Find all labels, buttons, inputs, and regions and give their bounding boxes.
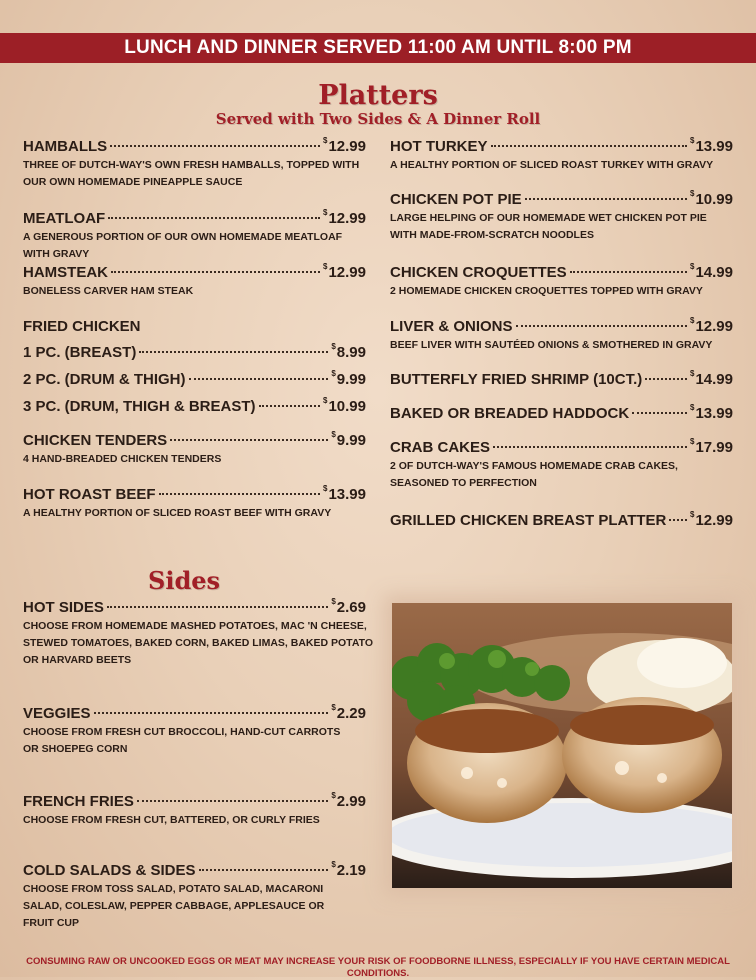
item-name: 3 PC. (DRUM, THIGH & BREAST) <box>23 398 256 415</box>
leader-dots <box>108 217 320 219</box>
leader-dots <box>491 145 688 147</box>
item-description: A GENEROUS PORTION OF OUR OWN HOMEMADE MEATLOAF WITH GRAVY <box>23 231 343 260</box>
item-description: BEEF LIVER WITH SAUTÉED ONIONS & SMOTHERED IN GRAVY <box>390 339 713 351</box>
item-price: $8.99 <box>331 342 366 361</box>
item-description: A HEALTHY PORTION OF SLICED ROAST TURKEY WITH GRAVY <box>390 159 714 171</box>
leader-dots <box>525 198 687 200</box>
disclaimer: CONSUMING RAW OR UNCOOKED EGGS OR MEAT MAY INCREASE YOUR RISK OF FOODBORNE ILLNESS, ESPECIALLY IF YOU HAVE CERTAIN MEDICAL CONDITIONS. <box>26 956 730 979</box>
item-price: $2.69 <box>331 597 366 616</box>
leader-dots <box>111 271 320 273</box>
item-description: A HEALTHY PORTION OF SLICED ROAST BEEF WITH GRAVY <box>23 507 332 519</box>
item-name: LIVER & ONIONS <box>390 318 513 335</box>
item-name: HOT TURKEY <box>390 138 488 155</box>
item-price: $14.99 <box>690 262 733 281</box>
leader-dots <box>632 412 687 414</box>
item-description: LARGE HELPING OF OUR HOMEMADE WET CHICKEN POT PIE WITH MADE-FROM-SCRATCH NOODLES <box>390 212 707 241</box>
leader-dots <box>199 869 329 871</box>
leader-dots <box>516 325 687 327</box>
menu-item-veggies <box>23 704 366 758</box>
item-name: FRENCH FRIES <box>23 793 134 810</box>
item-name: CRAB CAKES <box>390 439 491 456</box>
menu-item-meatloaf <box>23 209 366 263</box>
leader-dots <box>110 145 320 147</box>
item-name: HOT SIDES <box>23 599 104 616</box>
item-price: $13.99 <box>690 136 733 155</box>
menu-item-fried-chicken-1pc <box>23 343 366 362</box>
leader-dots <box>139 351 328 353</box>
menu-item-hamsteak <box>23 263 366 300</box>
item-name: CHICKEN CROQUETTES <box>390 264 567 281</box>
menu-item-french-fries <box>23 792 366 829</box>
menu-item-chicken-pot-pie <box>390 190 733 244</box>
item-description: CHOOSE FROM FRESH CUT, BATTERED, OR CURLY FRIES <box>23 814 320 826</box>
item-name: HOT ROAST BEEF <box>23 486 156 503</box>
leader-dots <box>94 712 329 714</box>
leader-dots <box>645 378 687 380</box>
menu-item-hot-sides <box>23 597 374 669</box>
item-name: VEGGIES <box>23 705 91 722</box>
item-name: BUTTERFLY FRIED SHRIMP (10CT.) <box>390 371 643 388</box>
item-price: $17.99 <box>690 437 733 456</box>
menu-item-haddock <box>390 404 733 423</box>
menu-item-chicken-croquettes <box>390 263 733 300</box>
item-description: CHOOSE FROM FRESH CUT BROCCOLI, HAND-CUT CARROTS OR SHOEPEG CORN <box>23 726 341 755</box>
item-price: $10.99 <box>690 189 733 208</box>
crab-cakes-illustration <box>392 603 732 888</box>
item-description: BONELESS CARVER HAM STEAK <box>23 285 194 297</box>
item-description: 4 HAND-BREADED CHICKEN TENDERS <box>23 453 222 465</box>
menu-item-chicken-tenders <box>23 431 366 468</box>
menu-item-fried-chicken-3pc <box>23 397 366 416</box>
item-price: $12.99 <box>323 208 366 227</box>
item-price: $12.99 <box>690 510 733 529</box>
sides-heading: Sides <box>148 566 221 595</box>
item-description: THREE OF DUTCH-WAY'S OWN FRESH HAMBALLS, TOPPED WITH OUR OWN HOMEMADE PINEAPPLE SAUCE <box>23 159 360 188</box>
menu-item-grilled-chicken-platter <box>390 511 733 530</box>
leader-dots <box>189 378 329 380</box>
leader-dots <box>159 493 320 495</box>
menu-item-liver-onions <box>390 317 733 354</box>
item-description: 2 OF DUTCH-WAY'S FAMOUS HOMEMADE CRAB CAKES, SEASONED TO PERFECTION <box>390 460 678 489</box>
leader-dots <box>137 800 329 802</box>
item-price: $12.99 <box>323 262 366 281</box>
item-name: BAKED OR BREADED HADDOCK <box>390 405 630 422</box>
leader-dots <box>107 606 328 608</box>
leader-dots <box>259 405 321 407</box>
item-price: $14.99 <box>690 369 733 388</box>
menu-item-crab-cakes <box>390 438 733 492</box>
item-price: $2.29 <box>331 703 366 722</box>
item-description: CHOOSE FROM HOMEMADE MASHED POTATOES, MAC 'N CHEESE, STEWED TOMATOES, BAKED CORN, BAKED LIMAS, BAKED POTATO OR HARVARD BEETS <box>23 620 374 666</box>
item-name: HAMSTEAK <box>23 264 108 281</box>
menu-item-hamballs <box>23 137 366 191</box>
item-description: CHOOSE FROM TOSS SALAD, POTATO SALAD, MACARONI SALAD, COLESLAW, PEPPER CABBAGE, APPLESAUCE OR FRUIT CUP <box>23 883 325 929</box>
crab-cakes-photo <box>392 603 732 888</box>
menu-item-hot-turkey <box>390 137 733 174</box>
item-description: 2 HOMEMADE CHICKEN CROQUETTES TOPPED WITH GRAVY <box>390 285 703 297</box>
leader-dots <box>570 271 687 273</box>
leader-dots <box>493 446 687 448</box>
leader-dots <box>170 439 328 441</box>
item-price: $13.99 <box>690 403 733 422</box>
item-name: CHICKEN TENDERS <box>23 432 168 449</box>
item-price: $13.99 <box>323 484 366 503</box>
menu-item-cold-salads <box>23 861 366 932</box>
item-price: $12.99 <box>323 136 366 155</box>
item-price: $10.99 <box>323 396 366 415</box>
platters-subheading: Served with Two Sides & A Dinner Roll <box>215 110 541 128</box>
item-price: $12.99 <box>690 316 733 335</box>
item-price: $9.99 <box>331 369 366 388</box>
item-name: HAMBALLS <box>23 138 108 155</box>
item-name: 2 PC. (DRUM & THIGH) <box>23 371 186 388</box>
platters-heading: Platters <box>318 80 438 111</box>
item-name: MEATLOAF <box>23 210 106 227</box>
fried-chicken-title: FRIED CHICKEN <box>23 318 141 335</box>
hours-banner: LUNCH AND DINNER SERVED 11:00 AM UNTIL 8:00 PM <box>0 33 756 63</box>
item-price: $2.19 <box>331 860 366 879</box>
menu-item-butterfly-shrimp <box>390 370 733 389</box>
leader-dots <box>669 519 687 521</box>
menu-item-fried-chicken-2pc <box>23 370 366 389</box>
item-name: 1 PC. (BREAST) <box>23 344 137 361</box>
item-price: $9.99 <box>331 430 366 449</box>
item-name: GRILLED CHICKEN BREAST PLATTER <box>390 512 667 529</box>
menu-item-hot-roast-beef <box>23 485 366 522</box>
item-name: CHICKEN POT PIE <box>390 191 522 208</box>
item-name: COLD SALADS & SIDES <box>23 862 196 879</box>
item-price: $2.99 <box>331 791 366 810</box>
